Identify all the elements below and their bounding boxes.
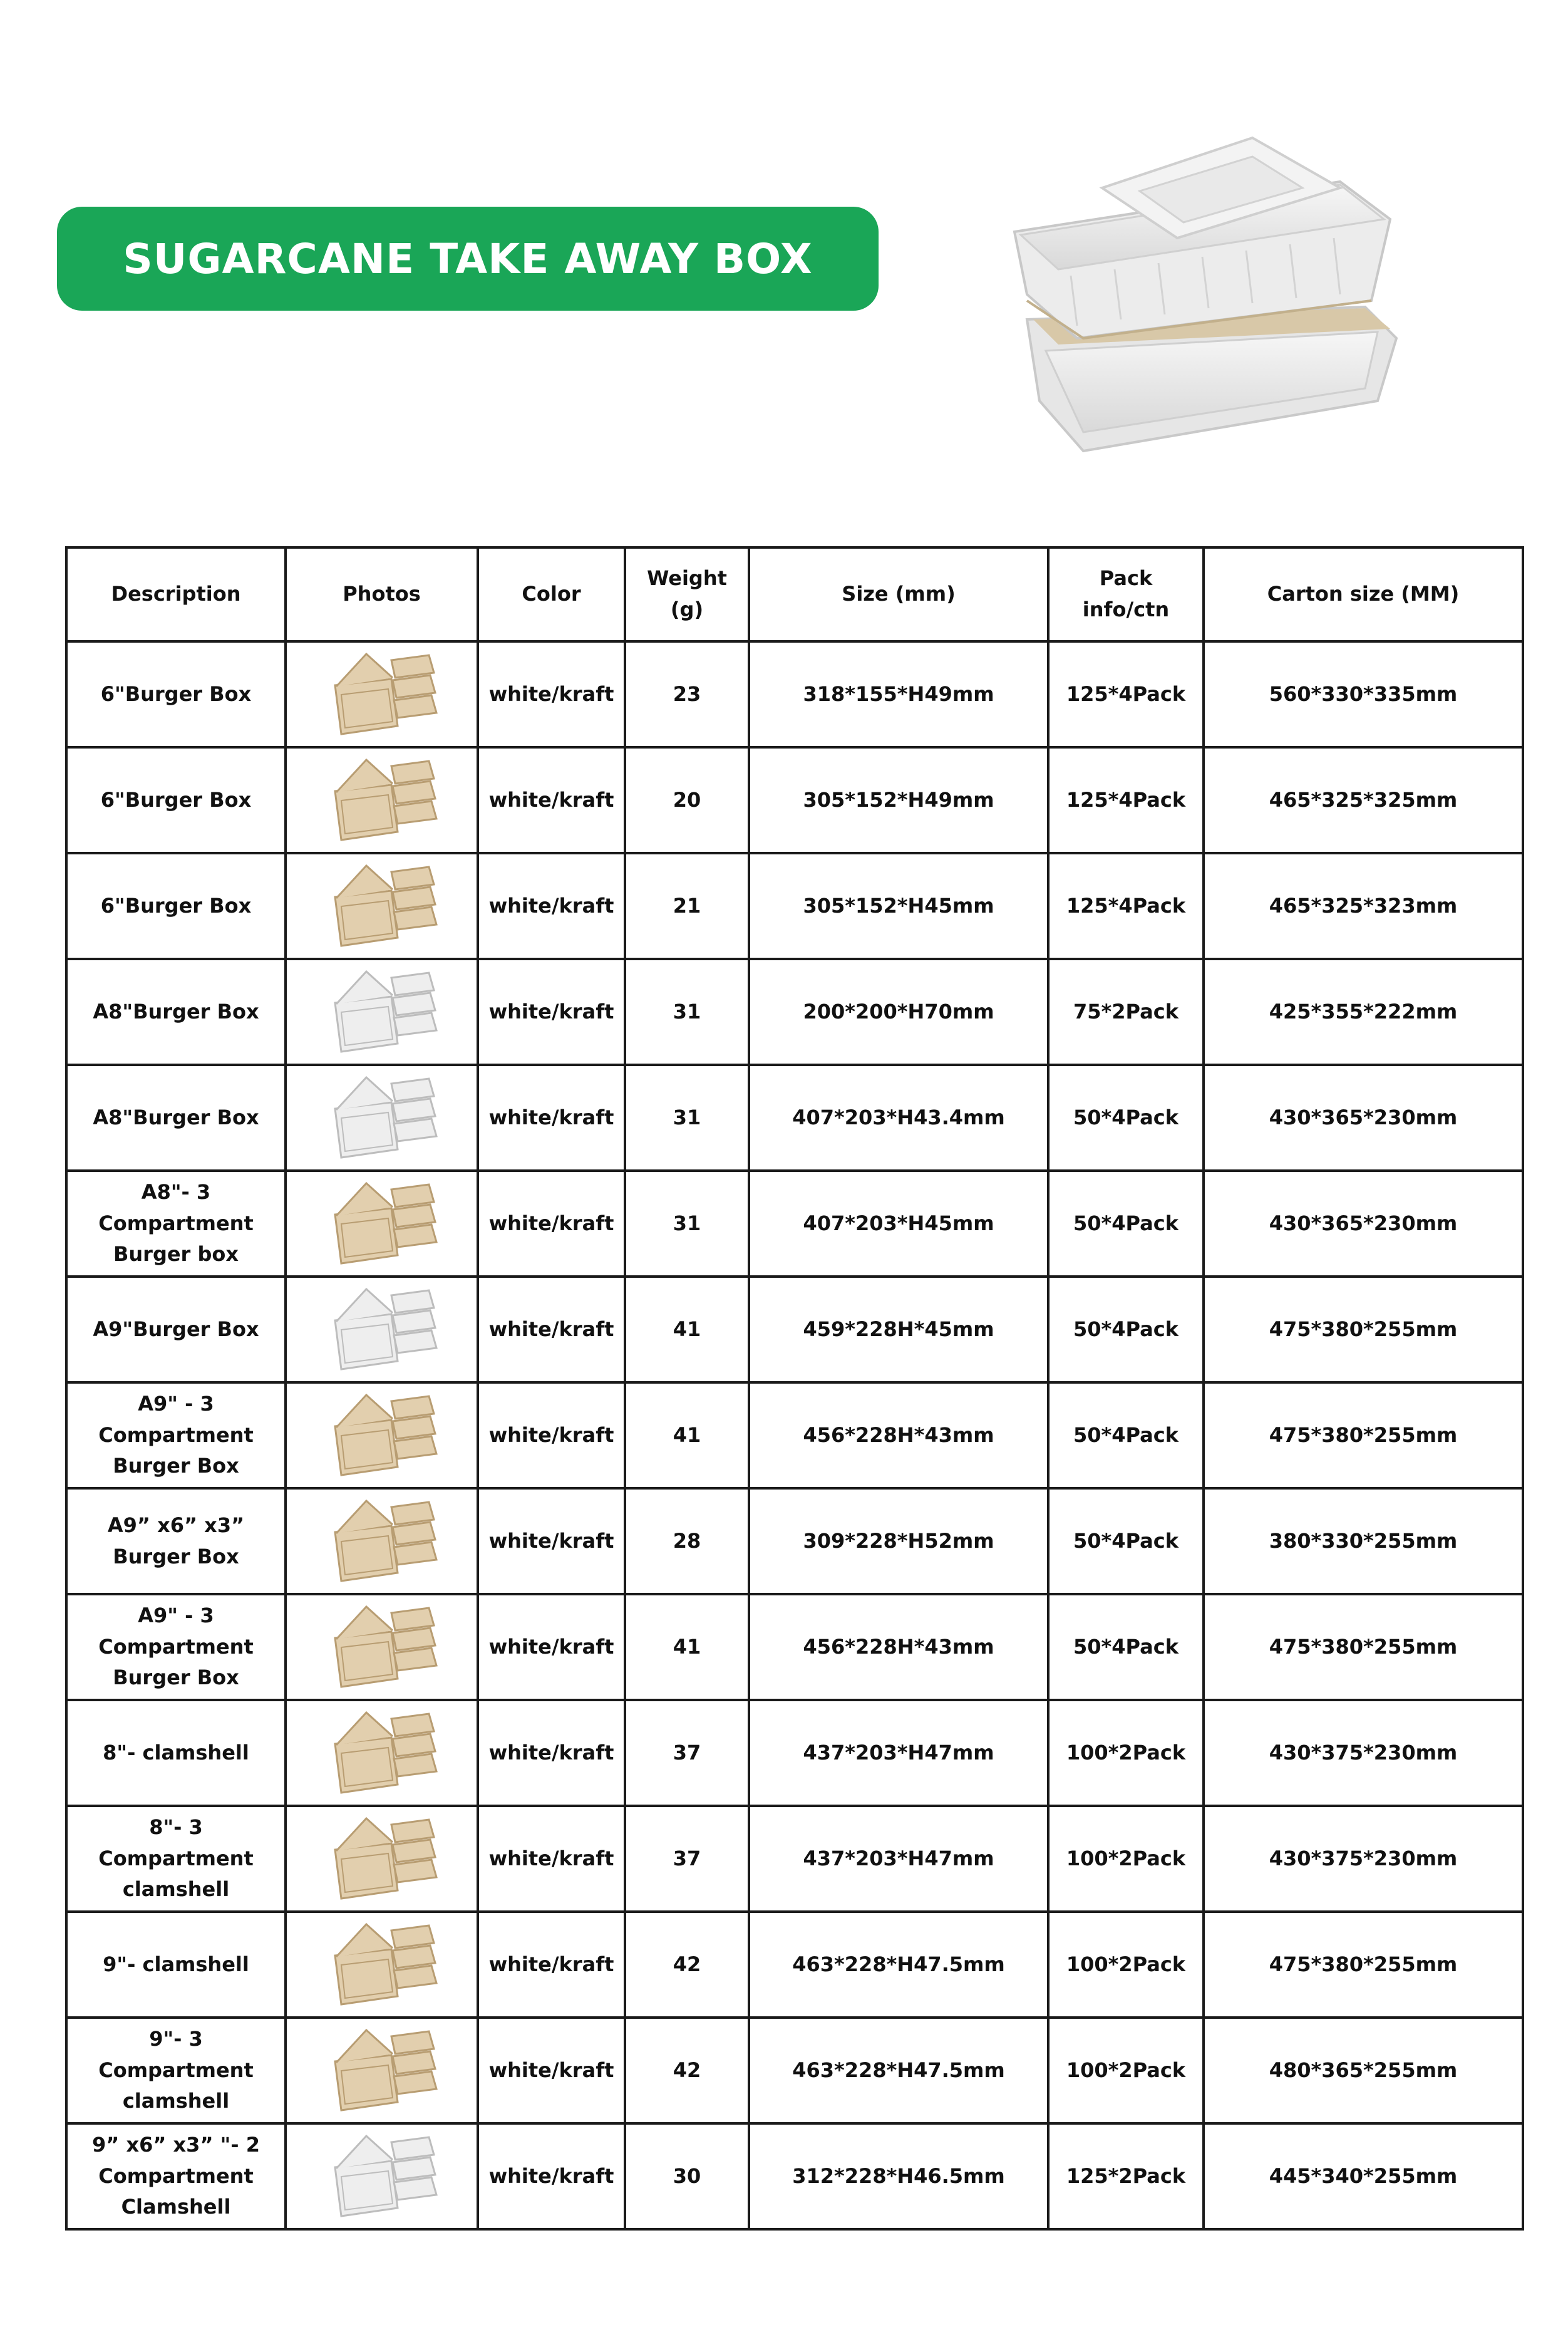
- cell-size: 318*155*H49mm: [749, 641, 1048, 747]
- cell-size: 407*203*H45mm: [749, 1171, 1048, 1277]
- cell-size: 459*228H*45mm: [749, 1277, 1048, 1382]
- cell-description: A9" - 3 Compartment Burger Box: [66, 1382, 286, 1488]
- cell-weight: 41: [625, 1277, 749, 1382]
- cell-pack-info: 50*4Pack: [1048, 1594, 1204, 1700]
- table-row: [66, 1912, 1523, 2018]
- header-color: Color: [478, 547, 625, 641]
- table-row: [66, 959, 1523, 1065]
- cell-carton-size: 475*380*255mm: [1204, 1912, 1523, 2018]
- title-banner: [57, 207, 879, 311]
- cell-carton-size: 380*330*255mm: [1204, 1488, 1523, 1594]
- product-spec-table: [65, 546, 1524, 2231]
- cell-weight: 31: [625, 959, 749, 1065]
- cell-weight: 28: [625, 1488, 749, 1594]
- cell-color: white/kraft: [478, 1382, 625, 1488]
- cell-size: 305*152*H49mm: [749, 747, 1048, 853]
- cell-pack-info: 125*4Pack: [1048, 747, 1204, 853]
- cell-description: 8"- 3 Compartment clamshell: [66, 1806, 286, 1912]
- clamshell-box-photo-icon: [286, 853, 478, 959]
- cell-pack-info: 50*4Pack: [1048, 1488, 1204, 1594]
- table-row: [66, 2123, 1523, 2229]
- cell-size: 437*203*H47mm: [749, 1806, 1048, 1912]
- clamshell-box-photo-icon: [286, 2018, 478, 2123]
- cell-color: white/kraft: [478, 959, 625, 1065]
- cell-pack-info: 50*4Pack: [1048, 1171, 1204, 1277]
- cell-description: A8"Burger Box: [66, 959, 286, 1065]
- cell-color: white/kraft: [478, 1700, 625, 1806]
- cell-size: 309*228*H52mm: [749, 1488, 1048, 1594]
- cell-weight: 37: [625, 1700, 749, 1806]
- clamshell-box-photo-icon: [286, 1488, 478, 1594]
- table-row: [66, 641, 1523, 747]
- header-weight: Weight (g): [625, 547, 749, 641]
- clamshell-box-photo-icon: [286, 1912, 478, 2018]
- table-row: [66, 1594, 1523, 1700]
- cell-description: A9” x6” x3” Burger Box: [66, 1488, 286, 1594]
- clamshell-box-photo-icon: [286, 1171, 478, 1277]
- cell-description: A8"Burger Box: [66, 1065, 286, 1171]
- cell-size: 305*152*H45mm: [749, 853, 1048, 959]
- cell-pack-info: 100*2Pack: [1048, 1912, 1204, 2018]
- clamshell-box-photo-icon: [286, 1065, 478, 1171]
- cell-description: 6"Burger Box: [66, 853, 286, 959]
- cell-pack-info: 75*2Pack: [1048, 959, 1204, 1065]
- clamshell-box-photo-icon: [286, 1594, 478, 1700]
- cell-carton-size: 560*330*335mm: [1204, 641, 1523, 747]
- cell-weight: 23: [625, 641, 749, 747]
- cell-description: 9"- 3 Compartment clamshell: [66, 2018, 286, 2123]
- table-header-row: [66, 547, 1523, 641]
- cell-carton-size: 430*375*230mm: [1204, 1700, 1523, 1806]
- cell-carton-size: 475*380*255mm: [1204, 1382, 1523, 1488]
- clamshell-box-photo-icon: [286, 959, 478, 1065]
- table-row: [66, 1382, 1523, 1488]
- header-photos: Photos: [286, 547, 478, 641]
- cell-pack-info: 50*4Pack: [1048, 1065, 1204, 1171]
- cell-size: 456*228H*43mm: [749, 1382, 1048, 1488]
- cell-description: 6"Burger Box: [66, 747, 286, 853]
- cell-pack-info: 50*4Pack: [1048, 1277, 1204, 1382]
- cell-color: white/kraft: [478, 1594, 625, 1700]
- cell-color: white/kraft: [478, 1488, 625, 1594]
- cell-weight: 42: [625, 1912, 749, 2018]
- banner-title: SUGARCANE TAKE AWAY BOX: [123, 234, 813, 283]
- cell-description: A9" - 3 Compartment Burger Box: [66, 1594, 286, 1700]
- cell-weight: 42: [625, 2018, 749, 2123]
- cell-description: 8"- clamshell: [66, 1700, 286, 1806]
- cell-weight: 31: [625, 1065, 749, 1171]
- clamshell-box-photo-icon: [286, 2123, 478, 2229]
- cell-weight: 37: [625, 1806, 749, 1912]
- cell-carton-size: 445*340*255mm: [1204, 2123, 1523, 2229]
- cell-weight: 30: [625, 2123, 749, 2229]
- table-row: [66, 747, 1523, 853]
- clamshell-box-photo-icon: [286, 1700, 478, 1806]
- cell-pack-info: 100*2Pack: [1048, 1700, 1204, 1806]
- cell-color: white/kraft: [478, 747, 625, 853]
- cell-color: white/kraft: [478, 1277, 625, 1382]
- cell-pack-info: 125*2Pack: [1048, 2123, 1204, 2229]
- cell-color: white/kraft: [478, 2018, 625, 2123]
- cell-color: white/kraft: [478, 1806, 625, 1912]
- cell-carton-size: 430*365*230mm: [1204, 1065, 1523, 1171]
- cell-description: 9” x6” x3” "- 2 Compartment Clamshell: [66, 2123, 286, 2229]
- cell-color: white/kraft: [478, 1912, 625, 2018]
- cell-carton-size: 465*325*323mm: [1204, 853, 1523, 959]
- header-size: Size (mm): [749, 547, 1048, 641]
- cell-carton-size: 475*380*255mm: [1204, 1277, 1523, 1382]
- cell-color: white/kraft: [478, 1065, 625, 1171]
- table-row: [66, 1488, 1523, 1594]
- cell-description: A9"Burger Box: [66, 1277, 286, 1382]
- cell-carton-size: 475*380*255mm: [1204, 1594, 1523, 1700]
- table-row: [66, 1065, 1523, 1171]
- cell-carton-size: 425*355*222mm: [1204, 959, 1523, 1065]
- cell-pack-info: 100*2Pack: [1048, 1806, 1204, 1912]
- table-row: [66, 1277, 1523, 1382]
- table-row: [66, 1171, 1523, 1277]
- table-row: [66, 1806, 1523, 1912]
- table-row: [66, 2018, 1523, 2123]
- clamshell-box-photo-icon: [286, 1382, 478, 1488]
- cell-size: 312*228*H46.5mm: [749, 2123, 1048, 2229]
- cell-color: white/kraft: [478, 2123, 625, 2229]
- cell-carton-size: 465*325*325mm: [1204, 747, 1523, 853]
- cell-size: 456*228H*43mm: [749, 1594, 1048, 1700]
- clamshell-box-photo-icon: [286, 1277, 478, 1382]
- clamshell-box-photo-icon: [286, 641, 478, 747]
- cell-description: 6"Burger Box: [66, 641, 286, 747]
- cell-pack-info: 50*4Pack: [1048, 1382, 1204, 1488]
- clamshell-box-photo-icon: [286, 1806, 478, 1912]
- stacked-clamshell-box-icon: [989, 113, 1428, 464]
- cell-weight: 41: [625, 1594, 749, 1700]
- cell-description: A8"- 3 Compartment Burger box: [66, 1171, 286, 1277]
- cell-carton-size: 430*365*230mm: [1204, 1171, 1523, 1277]
- cell-pack-info: 125*4Pack: [1048, 853, 1204, 959]
- clamshell-box-photo-icon: [286, 747, 478, 853]
- cell-weight: 20: [625, 747, 749, 853]
- cell-pack-info: 100*2Pack: [1048, 2018, 1204, 2123]
- cell-size: 407*203*H43.4mm: [749, 1065, 1048, 1171]
- cell-size: 463*228*H47.5mm: [749, 1912, 1048, 2018]
- cell-size: 437*203*H47mm: [749, 1700, 1048, 1806]
- cell-carton-size: 480*365*255mm: [1204, 2018, 1523, 2123]
- cell-pack-info: 125*4Pack: [1048, 641, 1204, 747]
- cell-description: 9"- clamshell: [66, 1912, 286, 2018]
- table-row: [66, 1700, 1523, 1806]
- cell-weight: 31: [625, 1171, 749, 1277]
- cell-color: white/kraft: [478, 1171, 625, 1277]
- cell-weight: 41: [625, 1382, 749, 1488]
- cell-weight: 21: [625, 853, 749, 959]
- header-pack-info: Pack info/ctn: [1048, 547, 1204, 641]
- cell-size: 200*200*H70mm: [749, 959, 1048, 1065]
- header-description: Description: [66, 547, 286, 641]
- cell-size: 463*228*H47.5mm: [749, 2018, 1048, 2123]
- table-row: [66, 853, 1523, 959]
- cell-color: white/kraft: [478, 853, 625, 959]
- cell-color: white/kraft: [478, 641, 625, 747]
- cell-carton-size: 430*375*230mm: [1204, 1806, 1523, 1912]
- header-carton-size: Carton size (MM): [1204, 547, 1523, 641]
